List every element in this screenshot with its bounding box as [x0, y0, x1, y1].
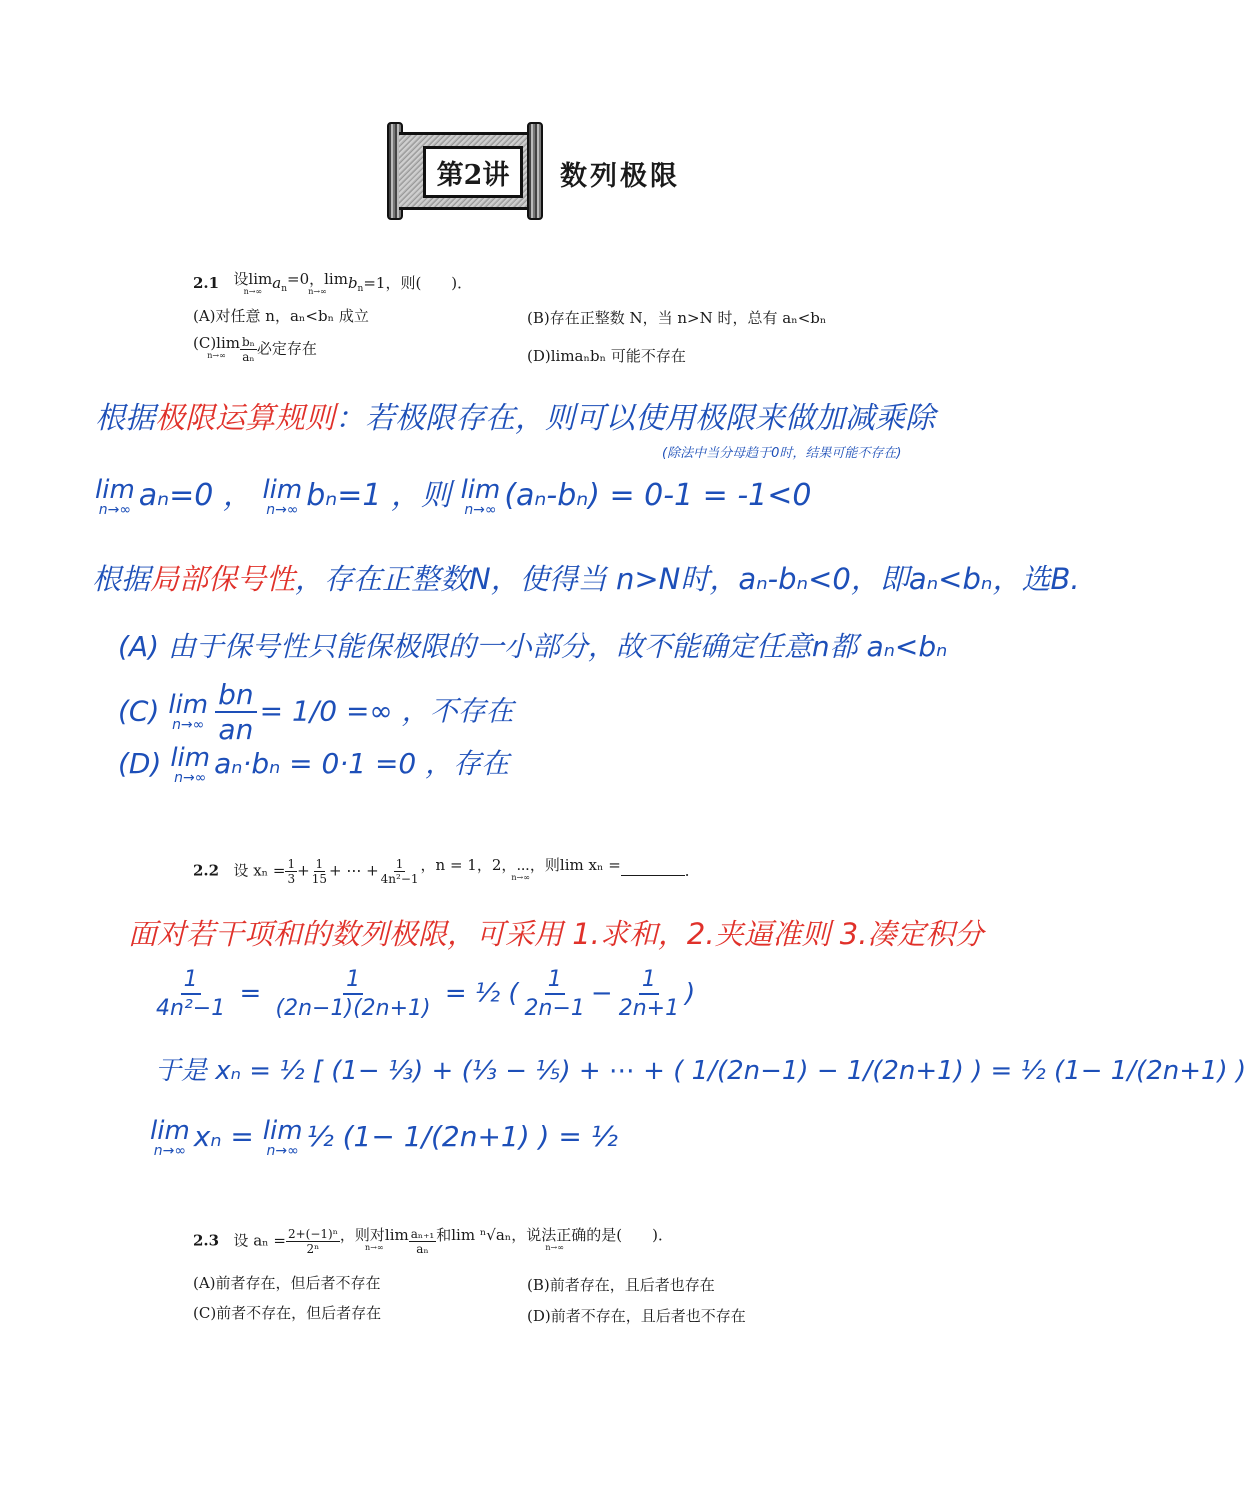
note2-line4: lim n→∞ xₙ = lim n→∞ ½ (1− 1/(2n+1) ) = ½: [150, 1116, 618, 1159]
note1-line5: (C) lim n→∞ $\frac{bn}{an}$ = 1/0 =∞ ，不存在: [118, 678, 514, 747]
chapter-title: 数列极限: [560, 161, 680, 192]
problem-2-3-option-d: (D)前者不存在，且后者也不存在: [527, 1307, 746, 1325]
scroll-roll-right: [527, 122, 543, 220]
note1-line1: 根据极限运算规则：若极限存在，则可以使用极限来做加减乘除: [95, 401, 935, 436]
note1-line6: (D) lim n→∞ aₙ·bₙ = 0·1 =0 ，存在: [118, 743, 510, 786]
problem-2-3-stem: 2.3 设 aₙ = $\frac{\text{2+(−1)ⁿ}}{\text{2ⁿ}}$ ，则对lim n→∞ $\frac{\text{aₙ₊₁}}{\text{aₙ}}$ 和lim ⁿ√aₙ，说法正确的是( )． n→∞: [193, 1226, 674, 1256]
problem-2-3-option-b: (B)前者存在，且后者也存在: [527, 1276, 715, 1294]
chapter-banner: [385, 122, 545, 220]
problem-2-1-option-c: (C)lim n→∞ $\frac{\text{bₙ}}{\text{aₙ}}$ 必定存在: [193, 334, 317, 364]
problem-number: 2.1: [193, 274, 220, 292]
note1-line2: lim n→∞ aₙ=0 ， lim n→∞ bₙ=1 ，则 lim n→∞ (aₙ-bₙ) = 0-1 = -1<0: [95, 474, 812, 518]
note2-line3: 于是 xₙ = ½ [ (1− ⅓) + (⅓ − ⅕) + ⋯ + ( 1/(2n−1) − 1/(2n+1) ) = ½ (1− 1/(2n+1) ): [155, 1056, 1246, 1086]
problem-2-1-option-d: (D)limaₙbₙ 可能不存在: [527, 347, 686, 365]
note2-line1: 面对若干项和的数列极限，可采用 1.求和，2.夹逼准则 3.凑定积分: [128, 917, 984, 951]
problem-2-1-stem: 2.1 设lim n→∞ $a_n$ =0，lim n→∞ $b_n=1$，则( )．: [193, 270, 473, 296]
problem-2-1-option-a: (A)对任意 n，aₙ<bₙ 成立: [193, 307, 369, 325]
chapter-badge: 第2讲: [423, 146, 523, 198]
note1-line3: 根据局部保号性，存在正整数N，使得当 n>N时，aₙ-bₙ<0，即aₙ<bₙ，选B.: [92, 562, 1080, 596]
note1-line1-remark: (除法中当分母趋于0时，结果可能不存在): [662, 446, 902, 461]
lim-b: =0，lim n→∞: [287, 270, 348, 296]
problem-2-3-option-c: (C)前者不存在，但后者存在: [193, 1304, 382, 1322]
problem-2-1-option-b: (B)存在正整数 N，当 n>N 时，总有 aₙ<bₙ: [527, 309, 827, 327]
answer-blank: [621, 861, 685, 876]
problem-2-2-stem: 2.2 设 xₙ = $\frac{1}{3}$ + $\frac{1}{15}$ + ⋯ + $\frac{1}{\text{4n²−1}}$ ，n = 1，2，⋯，则lim xₙ = n→∞ ．: [193, 856, 700, 886]
note1-line4: (A) 由于保号性只能保极限的一小部分，故不能确定任意n都 aₙ<bₙ: [118, 630, 948, 663]
lim-a: 设lim n→∞: [233, 270, 273, 296]
note2-line2: $\frac{1}{\text{4n²−1}}$ = $\frac{1}{(2n-1)(2n+1)}$ = ½ ( $\frac{1}{2n-1}$ − $\frac{1}{2n+1}$ ): [156, 967, 696, 1022]
problem-2-3-option-a: (A)前者存在，但后者不存在: [193, 1274, 381, 1292]
